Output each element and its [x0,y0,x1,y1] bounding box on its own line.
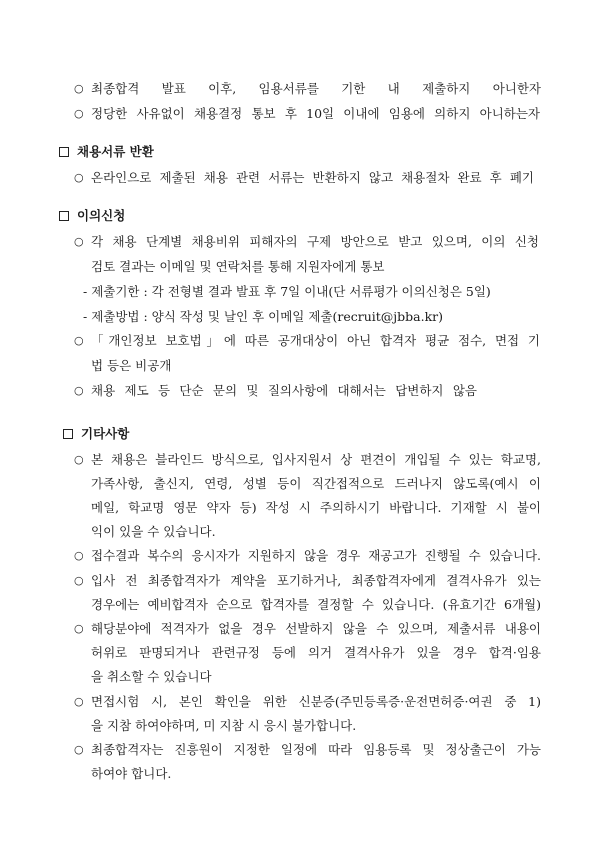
section-checkbox-icon [63,429,73,439]
bullet-circle: ○ [74,622,84,635]
section-title-docs: 채용서류 반환 [77,144,154,159]
section-title-appeal: 이의신청 [77,208,126,223]
docs-item: 온라인으로 제출된 채용 관련 서류는 반환하지 않고 채용절차 완료 후 폐기 [91,170,534,185]
appeal-item-line: 채용 제도 등 단순 문의 및 질의사항에 대해서는 답변하지 않음 [91,383,477,398]
bullet-circle: ○ [74,695,84,708]
etc-item-line: 본 채용은 블라인드 방식으로, 입사지원서 상 편견이 개입될 수 있는 학교명, [91,452,541,467]
etc-item-line: 허위로 판명되거나 관련규정 등에 의거 결격사유가 있을 경우 합격·임용 [91,645,541,660]
etc-item-line: 을 지참 하여야하며, 미 지참 시 응시 불가합니다. [91,718,357,733]
etc-item-line: 접수결과 복수의 응시자가 지원하지 않을 경우 재공고가 진행될 수 있습니다. [91,548,541,563]
etc-item-line: 해당분야에 적격자가 없을 경우 선발하지 않을 수 있으며, 제출서류 내용이 [91,621,541,636]
bullet-circle: ○ [74,384,84,397]
etc-item-line: 면접시험 시, 본인 확인을 위한 신분증(주민등록증·운전면허증·여권 중 1) [91,694,541,709]
bullet-circle: ○ [74,107,84,120]
appeal-item-line: 검토 결과는 이메일 및 연락처를 통해 지원자에게 통보 [91,259,385,274]
bullet-circle: ○ [74,574,84,587]
section-checkbox-icon [59,211,69,221]
appeal-sub-item: - 제출방법 : 양식 작성 및 날인 후 이메일 제출(recruit@jbba.kr) [83,309,443,324]
bullet-circle: ○ [74,549,84,562]
intro-item: 정당한 사유없이 채용결정 통보 후 10일 이내에 임용에 의하지 아니하는자 [91,106,540,121]
section-title-etc: 기타사항 [81,426,130,441]
appeal-item-line: 법 등은 비공개 [91,358,172,373]
etc-item-line: 입사 전 최종합격자가 계약을 포기하거나, 최종합격자에게 결격사유가 있는 [91,573,541,588]
bullet-circle: ○ [74,334,84,347]
etc-item-line: 하여야 합니다. [91,766,172,781]
section-checkbox-icon [59,147,69,157]
intro-item: 최종합격 발표 이후, 임용서류를 기한 내 제출하지 아니한자 [91,81,541,96]
appeal-sub-item: - 제출기한 : 각 전형별 결과 발표 후 7일 이내(단 서류평가 이의신청은 5일) [83,284,491,299]
etc-item-line: 을 취소할 수 있습니다 [91,669,212,684]
etc-item-line: 메일, 학교명 영문 약자 등) 작성 시 주의하시기 바랍니다. 기재할 시 불이 [91,500,541,515]
etc-item-line: 익이 있을 수 있습니다. [91,524,216,539]
bullet-circle: ○ [74,453,84,466]
appeal-item-line: 각 채용 단계별 채용비위 피해자의 구제 방안으로 받고 있으며, 이의 신청 [91,234,539,249]
etc-item-line: 가족사항, 출신지, 연령, 성별 등이 직간접적으로 드러나지 않도록(예시 이 [91,476,541,491]
etc-item-line: 최종합격자는 진흥원이 지정한 일정에 따라 임용등록 및 정상출근이 가능 [91,742,541,757]
bullet-circle: ○ [74,743,84,756]
bullet-circle: ○ [74,171,84,184]
bullet-circle: ○ [74,82,84,95]
etc-item-line: 경우에는 예비합격자 순으로 합격자를 결정할 수 있습니다. (유효기간 6개월) [91,597,541,612]
bullet-circle: ○ [74,235,84,248]
appeal-item-line: 「개인정보 보호법」에 따른 공개대상이 아닌 합격자 평균 점수, 면접 기 [91,333,540,348]
